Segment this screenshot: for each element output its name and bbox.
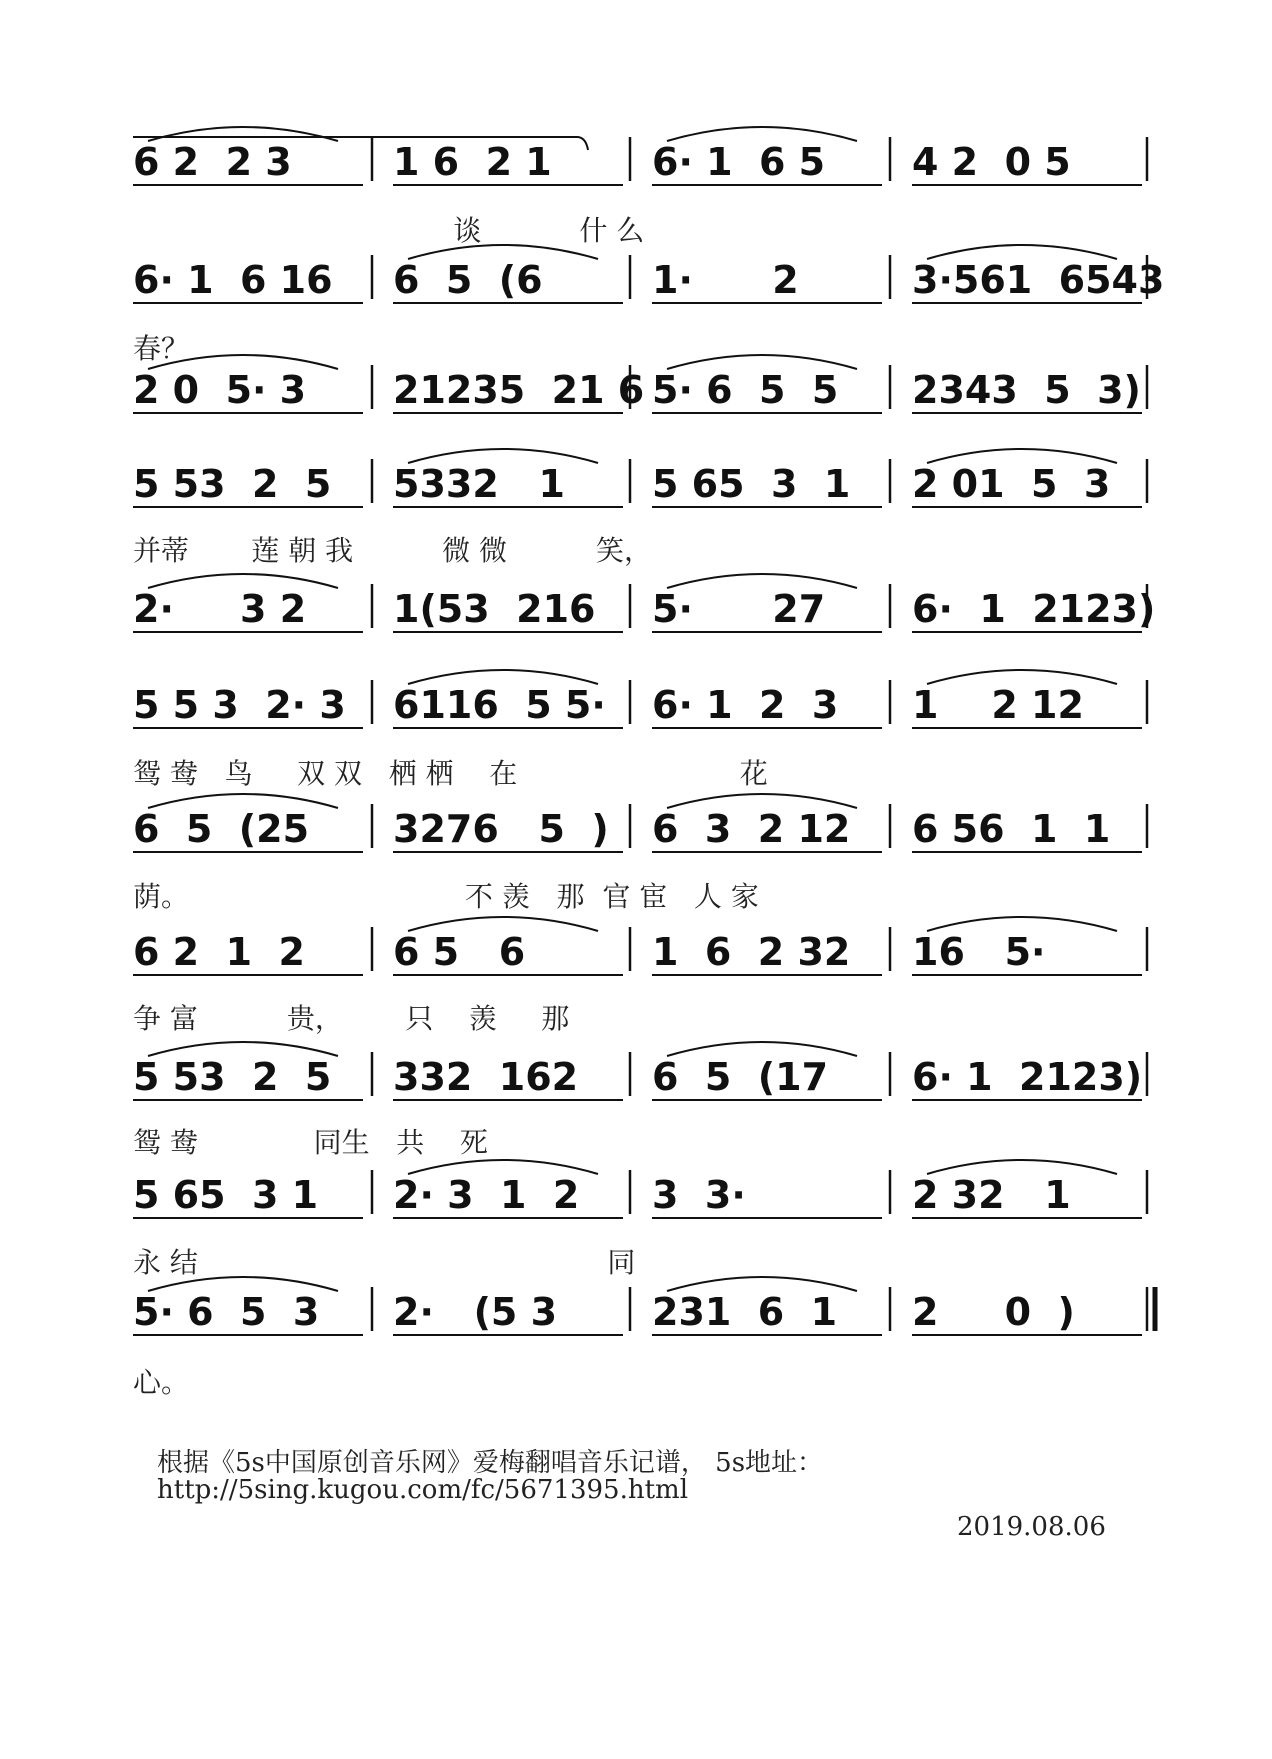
measure: 5 53 2 5 <box>133 462 332 506</box>
slur <box>667 574 857 588</box>
slur <box>408 245 598 259</box>
slur <box>408 449 598 463</box>
measure: 5· 27 <box>652 587 826 631</box>
measure: 6116 5 5· <box>393 683 606 727</box>
lyrics: 荫。 不 羡 那 官 宦 人 家 <box>133 880 759 913</box>
measure: 2 0 5· 3 <box>133 368 307 412</box>
lyrics: 争 富 贵， 只 羡 那 <box>133 1002 570 1035</box>
lyrics: 谈 什 么 <box>133 214 645 247</box>
lyrics: 心。 <box>133 1366 190 1399</box>
measure: 3276 5 ) <box>393 807 609 851</box>
slur <box>667 355 857 369</box>
lyrics: 鸳 鸯 鸟 双 双 栖 栖 在 花 <box>133 757 768 790</box>
measure: 5 53 2 5 <box>133 1055 332 1099</box>
score-row <box>133 794 1147 913</box>
slur <box>148 794 338 808</box>
slur <box>148 1277 338 1291</box>
measure: 332 162 <box>393 1055 579 1099</box>
measure: 3 3· <box>652 1173 746 1217</box>
slur <box>927 449 1117 463</box>
measure: 5332 1 <box>393 462 565 506</box>
measure: 5· 6 5 5 <box>652 368 839 412</box>
measure: 3·561 6543 <box>912 258 1165 302</box>
slur <box>667 1277 857 1291</box>
measure: 5 65 3 1 <box>652 462 851 506</box>
measure: 6 2 1 2 <box>133 930 305 974</box>
slur <box>667 1042 857 1056</box>
measure: 1 2 12 <box>912 683 1084 727</box>
measure: 2· 3 2 <box>133 587 307 631</box>
measure: 1 6 2 32 <box>652 930 851 974</box>
slur <box>408 670 598 684</box>
score-row <box>133 245 1164 365</box>
score-row <box>133 1277 1155 1399</box>
measure: 5 5 3 2· 3 <box>133 683 346 727</box>
measure: 231 6 1 <box>652 1290 838 1334</box>
measure: 5· 6 5 3 <box>133 1290 320 1334</box>
slur <box>927 1160 1117 1174</box>
measure: 1(53 216 <box>393 587 596 631</box>
measure: 6 5 6 <box>393 930 526 974</box>
measure: 16 5· <box>912 930 1046 974</box>
score-row <box>133 127 1147 247</box>
measure: 2343 5 3) <box>912 368 1141 412</box>
slur <box>408 917 598 931</box>
slur <box>927 245 1117 259</box>
source-url: http://5sing.kugou.com/fc/5671395.html <box>157 1475 689 1505</box>
slur <box>148 1042 338 1056</box>
measure: 6· 1 2123) <box>912 1055 1143 1099</box>
score-row <box>133 1042 1147 1159</box>
score-row <box>133 574 1155 632</box>
measure: 5 65 3 1 <box>133 1173 319 1217</box>
slur <box>667 127 857 141</box>
lyrics: 春？ <box>133 332 190 365</box>
measure: 2· (5 3 <box>393 1290 558 1334</box>
measure: 6 2 2 3 <box>133 140 292 184</box>
measure: 21235 21 6 <box>393 368 645 412</box>
score-row <box>133 355 1147 413</box>
measure: 6· 1 6 16 <box>133 258 333 302</box>
date: 2019.08.06 <box>957 1512 1106 1542</box>
measure: 2 01 5 3 <box>912 462 1111 506</box>
score-row <box>133 449 1147 567</box>
measure: 6· 1 6 5 <box>652 140 826 184</box>
measure: 6 3 2 12 <box>652 807 851 851</box>
lyrics: 并蒂 莲 朝 我 微 微 笑， <box>133 534 653 567</box>
slur <box>667 794 857 808</box>
slur <box>148 127 338 141</box>
measure: 2 32 1 <box>912 1173 1071 1217</box>
source-note: 根据《5s中国原创音乐网》爱梅翻唱音乐记谱， 5s地址： <box>157 1448 824 1478</box>
measure: 6· 1 2123) <box>912 587 1156 631</box>
slur <box>927 917 1117 931</box>
measure: 6 56 1 1 <box>912 807 1111 851</box>
slur <box>408 1160 598 1174</box>
measure: 4 2 0 5 <box>912 140 1071 184</box>
lyrics: 鸳 鸯 同生 共 死 <box>133 1126 488 1159</box>
measure: 2· 3 1 2 <box>393 1173 580 1217</box>
measure: 6 5 (17 <box>652 1055 829 1099</box>
measure: 1 6 2 1 <box>393 140 552 184</box>
slur <box>927 670 1117 684</box>
score-row <box>133 1160 1147 1279</box>
score-row <box>133 670 1147 790</box>
lyrics: 永 结 同 <box>133 1246 636 1279</box>
slur <box>148 574 338 588</box>
measure: 6 5 (6 <box>393 258 543 302</box>
measure: 6· 1 2 3 <box>652 683 839 727</box>
score-row <box>133 917 1147 1035</box>
measure: 1· 2 <box>652 258 799 302</box>
measure: 6 5 (25 <box>133 807 310 851</box>
measure: 2 0 ) <box>912 1290 1075 1334</box>
